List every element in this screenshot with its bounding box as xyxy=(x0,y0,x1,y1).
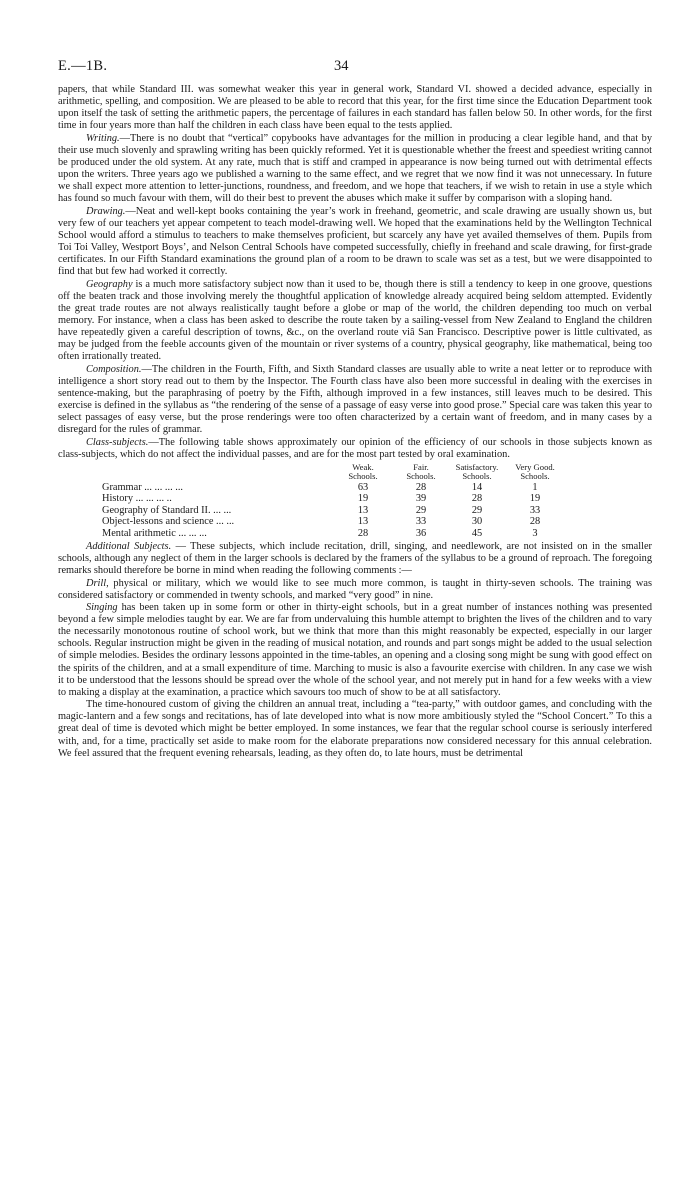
table-row: Mental arithmetic ... ... ... 28 36 45 3 xyxy=(102,527,538,539)
paragraph-geography: Geography is a much more satisfactory subject now than it used to be, though there is still a tendency to keep in one groove, questions off the beaten track and those involving merely the thoughtful application of knowledge already acquired being seldom attempted. Evidently the great trade routes are not always realistically taught before a globe or map of the world, the children depending too much on verbal memory. For instance, when a class has been asked to describe the route taken by a sailing-vessel from New Zealand to England the children have repeatedly given a careful description of towns, &c., on the overland route viâ San Francisco. Descriptive power is little cultivated, as may be judged from the feeble accounts given of the mountain or river systems of a country, physical geography, like mathematical, being too often irrationally treated. xyxy=(58,278,652,363)
table-row: Geography of Standard II. ... ... 13 29 29 33 xyxy=(102,504,541,516)
paragraph-class-subjects: Class-subjects.—The following table shows approximately our opinion of the efficiency of our schools in those subjects known as class-subjects, which do not affect the individual passes, and are for the most part tested by oral examination. xyxy=(58,436,652,460)
paragraph-additional-subjects: Additional Subjects. — These subjects, which include recitation, drill, singing, and needlework, are not insisted on in the smaller schools, although any neglect of them in the larger schools is declared by the framers of the syllabus to be a ground of reproach. The foregoing remarks should therefore be borne in mind when reading the following comments :— xyxy=(58,541,652,577)
page-number: 34 xyxy=(334,58,349,74)
column-header-satisfactory: Satisfactory. Schools. xyxy=(455,461,499,482)
report-body xyxy=(58,84,652,760)
paragraph-drill: Drill, physical or military, which we would like to see much more common, is taught in thirty-seven schools. The training was considered satisfactory or commended in twenty schools, and marked “very good” in nine. xyxy=(58,577,652,601)
document-reference: E.—1B. xyxy=(58,58,108,74)
table-row: Grammar ... ... ... ... 63 28 14 1 xyxy=(102,482,538,494)
section-lead: Drawing. xyxy=(86,205,126,217)
document-page xyxy=(58,58,652,760)
column-header-weak: Weak. Schools. xyxy=(348,461,378,482)
section-lead: Singing xyxy=(86,601,118,613)
table-header-row xyxy=(102,463,564,482)
column-header-fair: Fair. Schools. xyxy=(406,461,436,482)
section-lead: Class-subjects. xyxy=(86,436,149,448)
paragraph-school-concert: The time-honoured custom of giving the children an annual treat, including a “tea-party,” with outdoor games, and concluding with the magic-lantern and a few songs and recitations, has of late developed into what is now more ambitiously styled the “School Concert.” To this a great deal of time is devoted which might be better employed. In some instances, we fear that the regular school course is seriously interfered with, and, for a time, practically set aside to make room for the elaborate preparations now considered necessary for this annual celebration. We feel assured that the frequent evening rehearsals, leading, as they often do, to late hours, must be detrimental xyxy=(58,699,652,759)
paragraph-singing: Singing has been taken up in some form or other in thirty-eight schools, but in a great number of instances nothing was presented beyond a few simple melodies taught by ear. We are far from undervaluing this humble attempt to brighten the lives of the children and to vary the necessarily monotonous routine of school work, but we think that more than this might reasonably be expected, especially in our larger schools. Regular instruction might be given in the reading of musical notation, and rounds and part songs might be added to the usual selection of simple melodies. Besides the ordinary lessons appointed in the time-tables, an opening and a closing song might be sung with good effect on the spirits of the children, and at a small expenditure of time. Marching to music is also a favourite exercise with children. In any case we wish it to be understood that the lessons should be spread over the whole of the school year, and not merely put in hand for a few weeks with a view to making a display at the examination, a practice which savours too much of show to be at all satisfactory. xyxy=(58,601,652,698)
section-lead: Composition. xyxy=(86,363,142,375)
column-header-very-good: Very Good. Schools. xyxy=(515,461,555,482)
section-lead: Drill, xyxy=(86,577,109,589)
section-lead: Geography xyxy=(86,278,133,290)
class-subjects-table xyxy=(102,463,564,539)
page-header xyxy=(58,58,652,80)
paragraph-writing: Writing.—There is no doubt that “vertical” copybooks have advantages for the million in producing a clear legible hand, and that by their use much slovenly and sprawling writing has been quickly reformed. Yet it is questionable whether the freest and speediest writing cannot be produced under the old system. At any rate, much that is stiff and cramped in appearance is now being turned out with detrimental effects upon the writers. Three years ago we published a warning to the same effect, and we regret that we now find it was not unnecessary. In future we shall expect more attention to letter-junctions, roundness, and freedom, and we hope that teachers, if we wish to retain in use a style which has found so much favour with them, will do their best to prevent the abuses which make it suffer by comparison with a sloping hand. xyxy=(58,132,652,205)
section-lead: Writing. xyxy=(86,132,120,144)
table-row: Object-lessons and science ... ... 13 33 30 28 xyxy=(102,516,541,528)
paragraph-standards: papers, that while Standard III. was somewhat weaker this year in general work, Standard VI. showed a decided advance, especially in arithmetic, spelling, and composition. We are pleased to be able to record that this year, for the first time since the Education Department took upon itself the task of setting the arithmetic papers, the percentage of failures in each standard has fallen below 50. In other words, for the first time in four years more than half the children in each class have been equal to the tests applied. xyxy=(58,84,652,132)
section-lead: Additional Subjects. xyxy=(86,541,172,553)
table-row: History ... ... ... .. 19 39 28 19 xyxy=(102,493,541,505)
paragraph-composition: Composition.—The children in the Fourth, Fifth, and Sixth Standard classes are usually able to write a neat letter or to reproduce with intelligence a short story read out to them by the Inspector. The Fourth class have also been more successful in dealing with the exercises in sentence-making, but the paraphrasing of poetry by the Fifth, although improved in a few instances, still leaves much to be desired. This exercise is defined in the syllabus as “the rendering of the sense of a passage of easy verse into good prose.” Special care was taken this year to select passages of easy verse, but the prose renderings were too often characterized by a certain want of freedom, and in many cases by a disregard for the rules of grammar. xyxy=(58,363,652,436)
paragraph-drawing: Drawing.—Neat and well-kept books containing the year’s work in freehand, geometric, and scale drawing are usually shown us, but very few of our teachers yet appear competent to teach model-drawing well. We hoped that the examinations held by the Wellington Technical School would afford a stimulus to teachers to make themselves proficient, but scarcely any have yet availed themselves of them. Pupils from Toi Toi Valley, Westport Boys’, and Nelson Central Schools have competed successfully, chiefly in freehand and scale drawing, for first-grade certificates. In our Fifth Standard examinations the ground plan of a room to be drawn to scale was set as a test, but we were disappointed to find that but few had worked it correctly. xyxy=(58,205,652,278)
